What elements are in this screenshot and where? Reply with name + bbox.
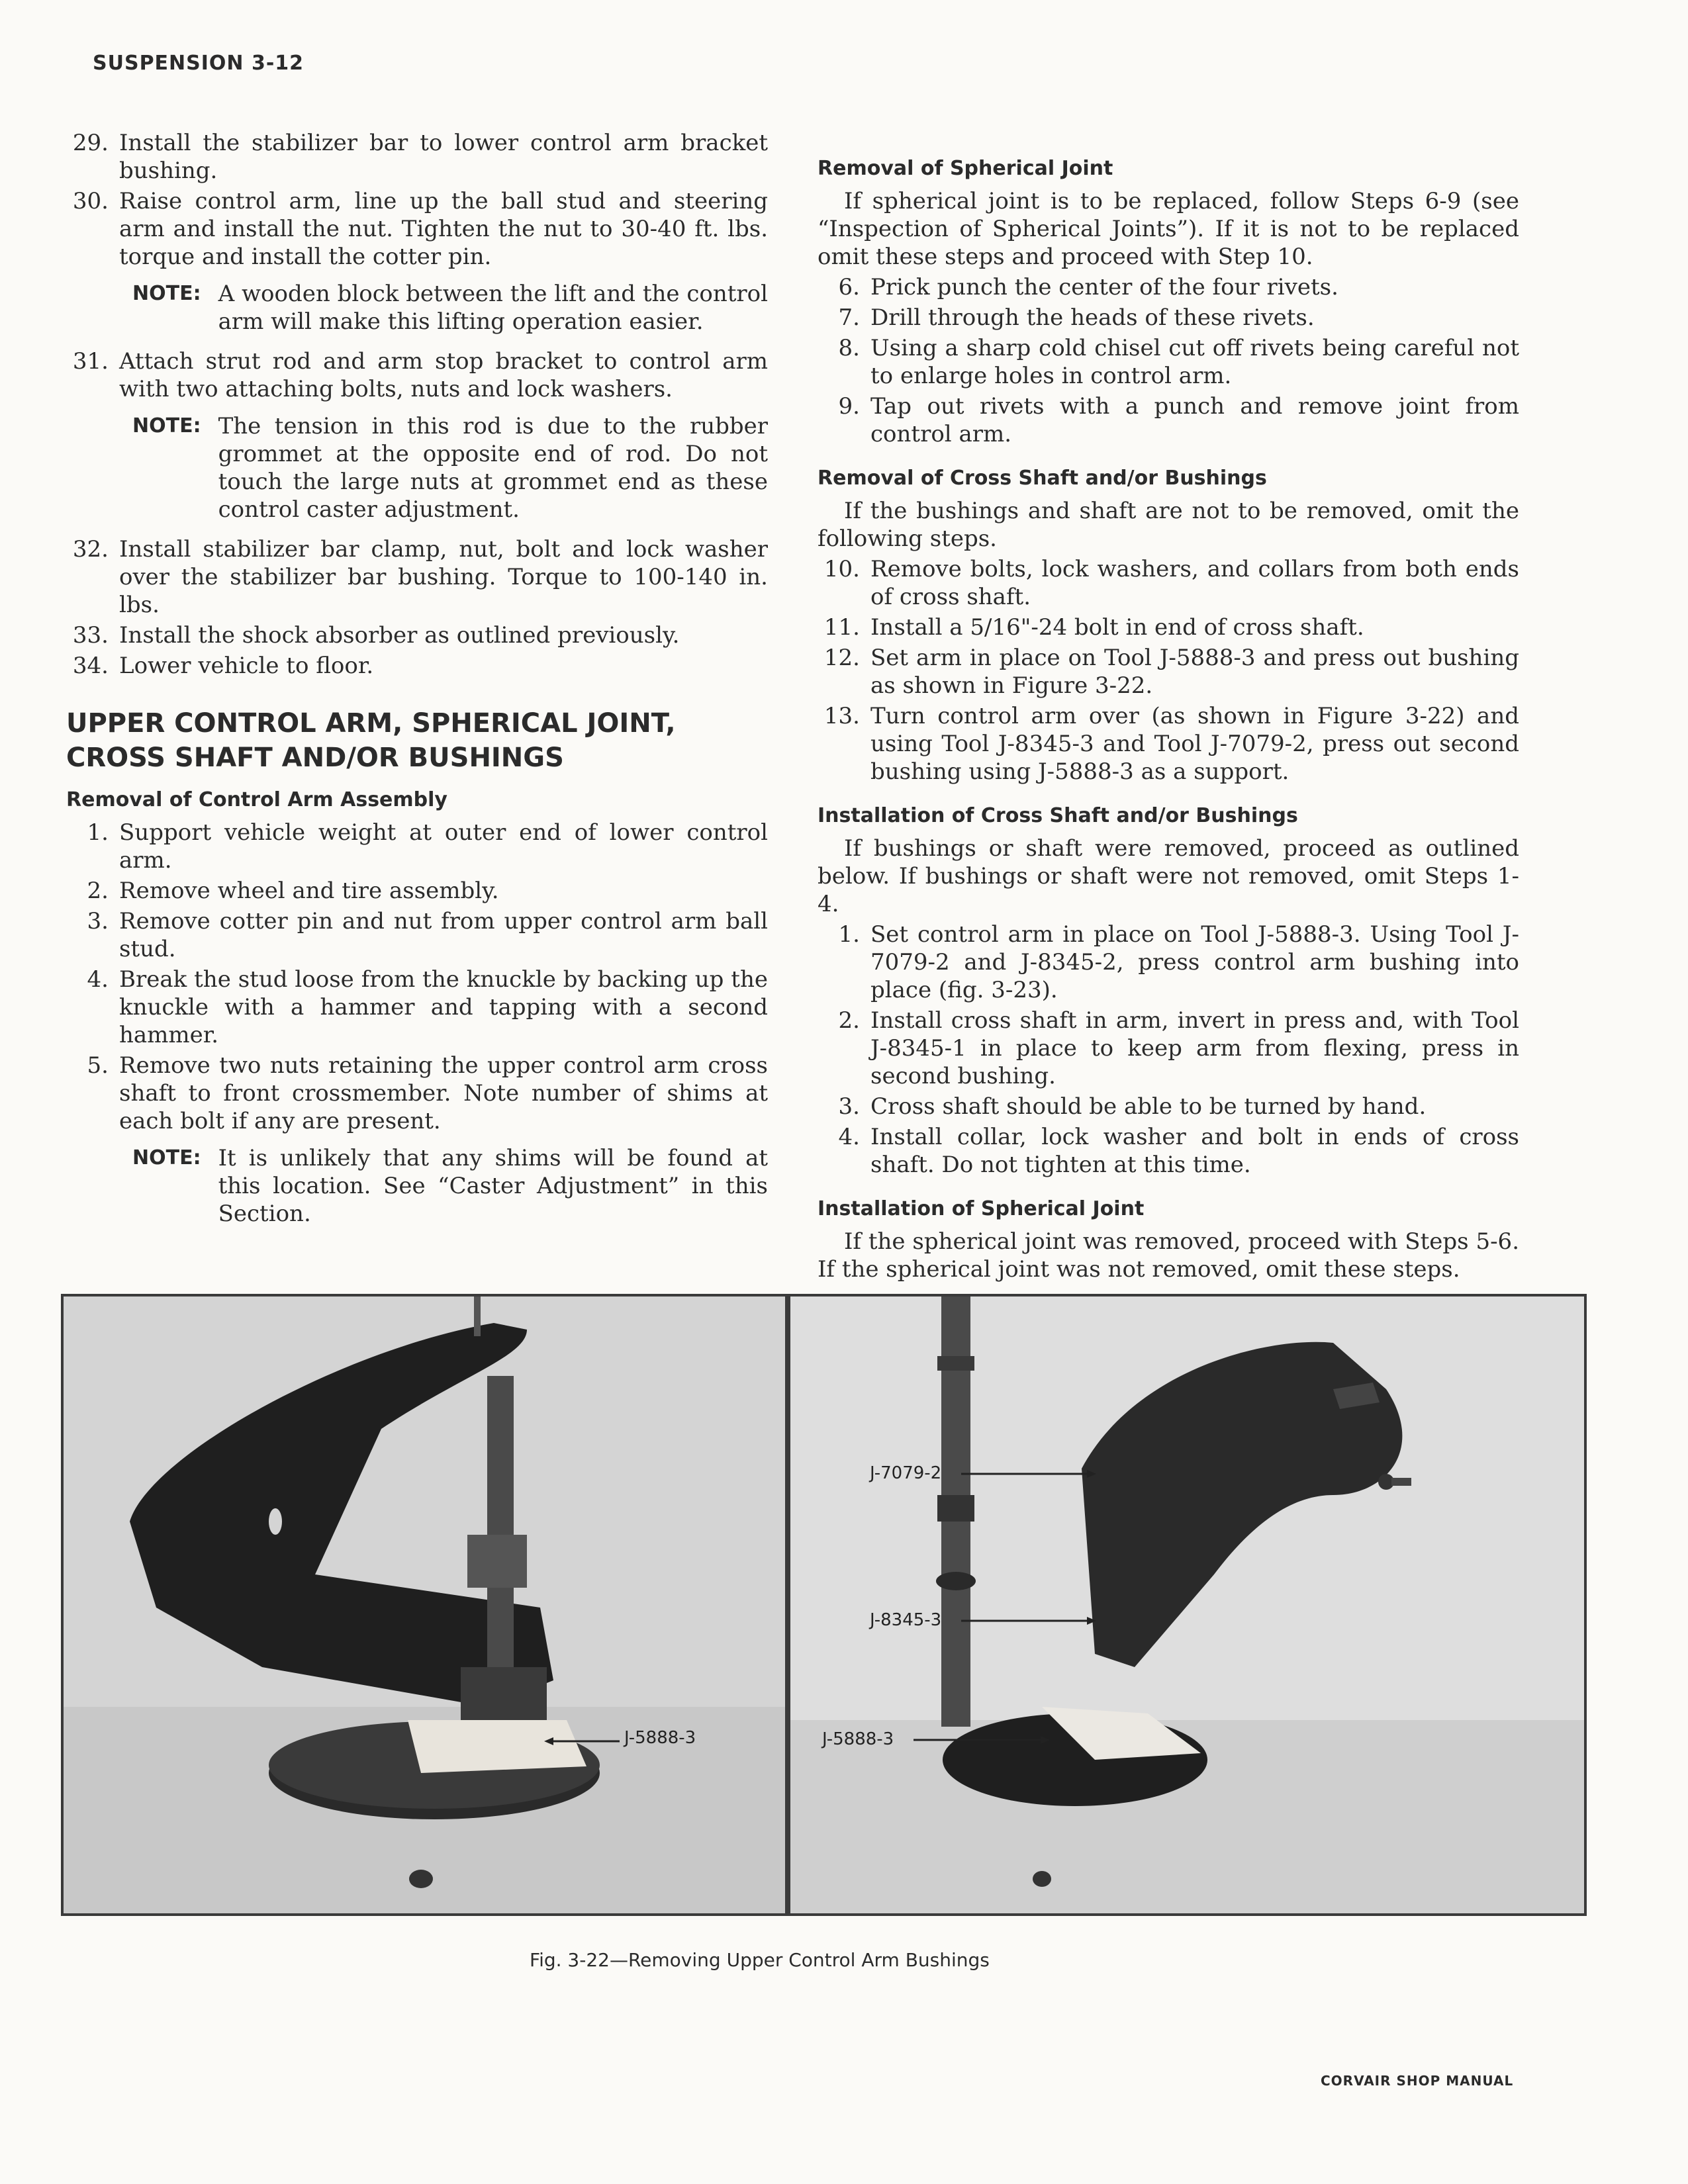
- subheading-removal-shaft: Removal of Cross Shaft and/or Bushings: [818, 467, 1267, 490]
- step-text: Turn control arm over (as shown in Figure 3-22) and using Tool J-8345-3 and Tool J-7079-2, press out second bushing using J-5888-3 as a support.: [870, 703, 1519, 785]
- note-wooden-block: [66, 280, 768, 336]
- step-number: 4.: [87, 966, 109, 993]
- list-item: [818, 392, 1519, 448]
- step-text: Prick punch the center of the four rivets.: [870, 274, 1338, 300]
- list-item: [818, 555, 1519, 611]
- list-item: [818, 273, 1519, 301]
- step-number: 1.: [87, 819, 109, 846]
- step-text: Set arm in place on Tool J-5888-3 and press out bushing as shown in Figure 3-22.: [870, 645, 1519, 699]
- callout-j-7079-2: J-7079-2: [870, 1463, 942, 1483]
- note-label: NOTE:: [132, 282, 201, 305]
- subheading-removal-joint: Removal of Spherical Joint: [818, 157, 1113, 180]
- step-list-32-34: [66, 535, 768, 680]
- note-tension: [66, 412, 768, 523]
- step-text: Install cross shaft in arm, invert in press and, with Tool J-8345-1 in place to keep arm from flexing, press in second bushing.: [870, 1007, 1519, 1089]
- step-number: 1.: [838, 921, 860, 948]
- step-number: 2.: [838, 1007, 860, 1034]
- note-text: The tension in this rod is due to the rubber grommet at the opposite end of rod. Do not touch the large nuts at grommet end as these control caster adjustment.: [218, 413, 768, 523]
- step-text: Using a sharp cold chisel cut off rivets being careful not to enlarge holes in control arm.: [870, 335, 1519, 389]
- subheading-install-shaft: Installation of Cross Shaft and/or Bushings: [818, 804, 1298, 827]
- list-item: [66, 877, 768, 905]
- step-text: Install stabilizer bar clamp, nut, bolt and lock washer over the stabilizer bar bushing. Torque to 100-140 in. lbs.: [119, 536, 768, 618]
- step-number: 9.: [838, 393, 860, 420]
- list-item: [818, 1123, 1519, 1179]
- list-item: [66, 652, 768, 680]
- list-item: [818, 921, 1519, 1004]
- paragraph-install-shaft: If bushings or shaft were removed, proceed as outlined below. If bushings or shaft were not removed, omit Steps 1-4.: [818, 835, 1519, 917]
- page-footer: CORVAIR SHOP MANUAL: [1321, 2073, 1514, 2089]
- step-text: Attach strut rod and arm stop bracket to control arm with two attaching bolts, nuts and lock washers.: [119, 348, 768, 402]
- step-number: 3.: [838, 1093, 860, 1120]
- step-number: 13.: [823, 703, 860, 729]
- step-list-install-shaft: [818, 921, 1519, 1179]
- note-text: A wooden block between the lift and the control arm will make this lifting operation easier.: [218, 281, 768, 335]
- step-list-removal-arm: [66, 819, 768, 1135]
- step-number: 2.: [87, 878, 109, 904]
- step-number: 8.: [838, 335, 860, 361]
- figure-caption: Fig. 3-22—Removing Upper Control Arm Bushings: [530, 1949, 990, 1971]
- subheading-removal-arm: Removal of Control Arm Assembly: [66, 788, 447, 811]
- note-text: It is unlikely that any shims will be found at this location. See “Caster Adjustment” in this Section.: [218, 1145, 768, 1227]
- step-text: Remove two nuts retaining the upper control arm cross shaft to front crossmember. Note number of shims at each bolt if any are present.: [119, 1052, 768, 1134]
- note-shims: [66, 1144, 768, 1228]
- step-text: Install a 5/16"-24 bolt in end of cross shaft.: [870, 614, 1364, 641]
- step-list-removal-joint: [818, 273, 1519, 448]
- step-text: Lower vehicle to floor.: [119, 653, 374, 679]
- list-item: [66, 819, 768, 874]
- right-column: [818, 156, 1519, 1286]
- step-number: 31.: [72, 348, 109, 375]
- photo-press-right: [790, 1297, 1584, 1913]
- step-text: Remove wheel and tire assembly.: [119, 878, 499, 904]
- list-item: [66, 907, 768, 963]
- figure-divider: [785, 1297, 790, 1913]
- step-list-removal-shaft: [818, 555, 1519, 786]
- list-item: [818, 334, 1519, 390]
- callout-arrow-left: [64, 1297, 785, 1913]
- step-text: Drill through the heads of these rivets.: [870, 304, 1315, 331]
- step-text: Cross shaft should be able to be turned by hand.: [870, 1093, 1427, 1120]
- section-title: UPPER CONTROL ARM, SPHERICAL JOINT, CROSS SHAFT AND/OR BUSHINGS: [66, 708, 676, 773]
- step-text: Remove cotter pin and nut from upper control arm ball stud.: [119, 908, 768, 962]
- step-text: Tap out rivets with a punch and remove joint from control arm.: [870, 393, 1519, 447]
- step-list-31: [66, 347, 768, 403]
- list-item: [818, 614, 1519, 641]
- step-number: 30.: [72, 188, 109, 214]
- step-number: 7.: [838, 304, 860, 331]
- left-column: [66, 129, 768, 1240]
- list-item: [66, 535, 768, 619]
- step-list-29-30: [66, 129, 768, 271]
- callout-arrows: [790, 1297, 1584, 1913]
- list-item: [66, 187, 768, 271]
- step-number: 34.: [72, 653, 109, 679]
- note-label: NOTE:: [132, 414, 201, 437]
- list-item: [818, 702, 1519, 786]
- step-number: 29.: [72, 130, 109, 156]
- step-text: Install the stabilizer bar to lower control arm bracket bushing.: [119, 130, 768, 184]
- step-number: 32.: [72, 536, 109, 563]
- step-number: 11.: [823, 614, 860, 641]
- note-label: NOTE:: [132, 1146, 201, 1169]
- step-number: 12.: [823, 645, 860, 671]
- step-text: Install collar, lock washer and bolt in ends of cross shaft. Do not tighten at this time.: [870, 1124, 1519, 1178]
- list-item: [66, 621, 768, 649]
- step-number: 5.: [87, 1052, 109, 1079]
- callout-j-5888-3-left: J-5888-3: [624, 1728, 696, 1748]
- list-item: [818, 644, 1519, 700]
- step-number: 10.: [823, 556, 860, 582]
- step-text: Raise control arm, line up the ball stud and steering arm and install the nut. Tighten the nut to 30-40 ft. lbs. torque and install the cotter pin.: [119, 188, 768, 270]
- list-item: [66, 966, 768, 1049]
- paragraph-removal-shaft: If the bushings and shaft are not to be removed, omit the following steps.: [818, 498, 1519, 552]
- list-item: [66, 347, 768, 403]
- paragraph-removal-joint: If spherical joint is to be replaced, follow Steps 6-9 (see “Inspection of Spherical Joints”). If it is not to be replaced omit these steps and proceed with Step 10.: [818, 188, 1519, 270]
- step-number: 33.: [72, 622, 109, 649]
- callout-j-5888-3-right: J-5888-3: [822, 1729, 894, 1749]
- list-item: [818, 304, 1519, 332]
- list-item: [66, 1052, 768, 1135]
- step-text: Set control arm in place on Tool J-5888-3. Using Tool J-7079-2 and J-8345-2, press control arm bushing into place (fig. 3-23).: [870, 921, 1519, 1003]
- step-text: Break the stud loose from the knuckle by backing up the knuckle with a hammer and tapping with a second hammer.: [119, 966, 768, 1048]
- step-number: 3.: [87, 908, 109, 934]
- step-text: Remove bolts, lock washers, and collars from both ends of cross shaft.: [870, 556, 1519, 610]
- list-item: [66, 129, 768, 185]
- figure-3-22: [61, 1294, 1587, 1916]
- list-item: [818, 1093, 1519, 1120]
- subheading-install-joint: Installation of Spherical Joint: [818, 1197, 1145, 1220]
- step-text: Support vehicle weight at outer end of lower control arm.: [119, 819, 768, 874]
- list-item: [818, 1007, 1519, 1090]
- step-number: 6.: [838, 274, 860, 300]
- paragraph-install-joint: If the spherical joint was removed, proceed with Steps 5-6. If the spherical joint was not removed, omit these steps.: [818, 1228, 1519, 1283]
- step-number: 4.: [838, 1124, 860, 1150]
- step-text: Install the shock absorber as outlined previously.: [119, 622, 680, 649]
- callout-j-8345-3: J-8345-3: [870, 1610, 942, 1630]
- page-header: SUSPENSION 3-12: [93, 52, 305, 75]
